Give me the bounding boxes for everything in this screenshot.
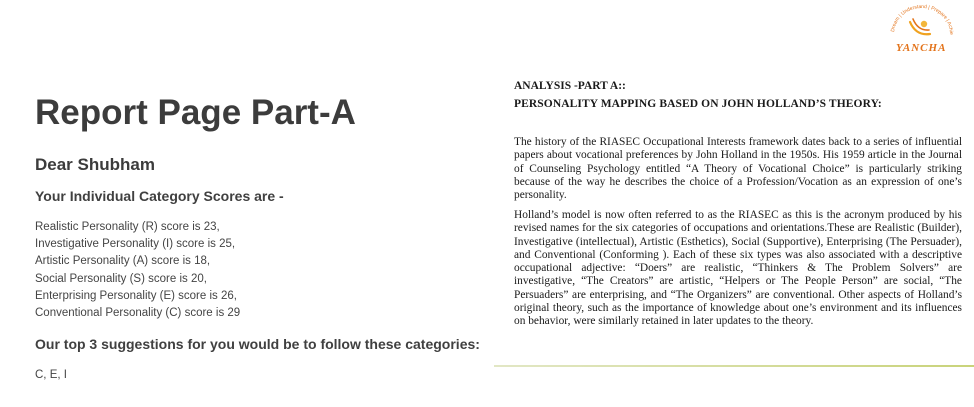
score-list [35, 219, 240, 322]
suggestions-value: C, E, I [35, 369, 67, 381]
score-item-artistic: Artistic Personality (A) score is 18, [35, 255, 211, 268]
logo-ring-text: Dream | Understand | Prepare | Achie [890, 4, 955, 35]
logo [872, 4, 972, 58]
analysis-heading: ANALYSIS -PART A:: [514, 80, 626, 92]
analysis-paragraph-2: Holland’s model is now often referred to as the RIASEC as this is the acronym produced by his revised names for the six categories of occupations and orientations.These are Realistic (Builder), Investigative (intellectual), Artistic (Esthetics), Social (Supportive), Enterprising (The Persuader), and Conventional (Conforming ). Each of these six types was also associated with a descriptive occupational adjective: “Doers” are realistic, “Thinkers & The Problem Solvers” are investigative, “The Creators” are artistic, “Helpers or The People Person” are social, “The Persuaders” are enterprising, and “The Organizers” are conventional. Other aspects of Holland’s original theory, such as the importance of knowledge about one’s environment and its influences on behavior, were similarly retained in later updates to the theory. [514, 209, 962, 328]
mapping-heading: PERSONALITY MAPPING BASED ON JOHN HOLLAND’S THEORY: [514, 98, 882, 110]
score-item-realistic: Realistic Personality (R) score is 23, [35, 221, 220, 233]
score-item-social: Social Personality (S) score is 20, [35, 272, 207, 285]
logo-wordmark: YANCHA [896, 42, 947, 54]
score-item-enterprising: Enterprising Personality (E) score is 26, [35, 289, 237, 302]
page-title: Report Page Part-A [35, 93, 356, 132]
scores-heading: Your Individual Category Scores are - [35, 188, 284, 204]
score-item-investigative: Investigative Personality (I) score is 25, [35, 238, 236, 251]
section-divider [494, 365, 974, 367]
score-item-conventional: Conventional Personality (C) score is 29 [35, 307, 241, 320]
suggestions-heading: Our top 3 suggestions for you would be to follow these categories: [35, 336, 480, 352]
greeting: Dear Shubham [35, 155, 155, 174]
analysis-paragraph-1: The history of the RIASEC Occupational Interests framework dates back to a series of influential papers about vocational preferences by John Holland in the 1950s. His 1959 article in the Journal of Counseling Psychology entitled “A Theory of Vocational Choice” is particularly striking because of the way he describes the choice of a Profession/Vocation as an expression of one’s personality. [514, 136, 962, 202]
